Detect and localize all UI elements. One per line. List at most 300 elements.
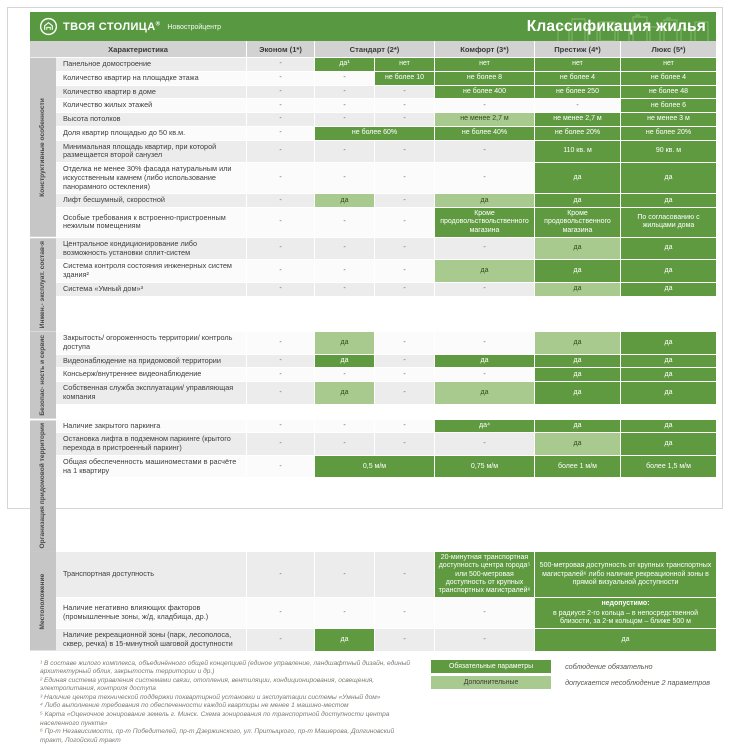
table-row xyxy=(56,140,716,163)
value-cell xyxy=(620,72,716,85)
value-cell xyxy=(374,72,434,85)
footnote: ⁴ Либо выполнение требования по обеспеченности каждой квартиры не менее 1 машино-местом xyxy=(40,702,349,710)
value-cell xyxy=(374,368,434,381)
value-cell xyxy=(374,629,434,651)
value-cell xyxy=(434,433,534,455)
value-text: - xyxy=(279,388,282,396)
value-cell xyxy=(374,552,434,597)
value-text: - xyxy=(403,174,406,181)
value-cell xyxy=(314,208,374,237)
value-text: да xyxy=(573,266,582,274)
value-text: не менее 3 м xyxy=(647,115,690,123)
value-text: да xyxy=(340,356,349,364)
value-cell xyxy=(534,99,620,112)
value-text: - xyxy=(483,609,486,617)
value-text: - xyxy=(403,609,406,617)
value-text: да xyxy=(573,440,582,448)
value-cell xyxy=(434,99,534,112)
value-text: в радиусе 2-го кольца – в непосредственной близости, за 2-м кольцом – ближе 500 м xyxy=(552,609,699,625)
value-cell xyxy=(620,113,716,126)
value-text: - xyxy=(343,218,346,226)
value-cell xyxy=(620,208,716,237)
value-cell xyxy=(434,629,534,651)
value-text: не более 250 xyxy=(556,87,599,95)
column-header-characteristic: Характеристика xyxy=(108,45,168,54)
value-cell xyxy=(314,86,374,99)
value-text: да xyxy=(573,388,582,396)
value-text: - xyxy=(483,244,486,252)
row-label: Наличие закрытого паркинга xyxy=(63,420,161,430)
table-section xyxy=(30,331,716,419)
value-cell xyxy=(620,368,716,381)
value-cell xyxy=(374,238,434,260)
value-cell xyxy=(314,141,374,163)
value-text: - xyxy=(403,266,406,274)
value-text: не более 20% xyxy=(554,129,601,136)
value-cell xyxy=(246,552,314,597)
value-cell xyxy=(374,208,434,237)
value-cell xyxy=(620,58,716,71)
value-cell xyxy=(246,113,314,126)
value-text: да xyxy=(480,266,489,274)
value-cell xyxy=(246,420,314,433)
value-cell xyxy=(246,72,314,85)
value-text: - xyxy=(483,370,486,378)
value-cell xyxy=(434,456,534,478)
value-text: да xyxy=(664,338,673,346)
value-text: да¹ xyxy=(339,60,350,68)
value-cell xyxy=(374,86,434,99)
table-row xyxy=(56,112,716,126)
footnote: ³ Наличие центра технической поддержки поквартирной установки и эксплуатации системы «Умный дом» xyxy=(40,693,381,701)
value-text: - xyxy=(343,101,346,109)
value-text: - xyxy=(279,218,282,226)
value-cell xyxy=(374,332,434,354)
table-row xyxy=(56,628,716,651)
table-body xyxy=(30,57,716,651)
row-label: Центральное кондиционирование либо возможность установки сплит-систем xyxy=(63,238,198,257)
column-header-econom: Эконом (1*) xyxy=(246,41,314,57)
value-cell xyxy=(620,355,716,368)
value-text: - xyxy=(483,285,486,292)
value-cell xyxy=(314,598,374,628)
value-text: - xyxy=(403,196,406,204)
value-text: да xyxy=(480,388,489,396)
table-header xyxy=(30,41,716,57)
table-row xyxy=(56,126,716,140)
footnote: ¹ В составе жилого комплекса, объединённого общей концепцией (единое управление, ландшафтный дизайн, единый архитектурный облик, закрытость территории и др.) xyxy=(40,659,411,676)
value-text: да xyxy=(573,196,582,204)
value-text: да xyxy=(664,244,673,252)
value-cell xyxy=(620,141,716,163)
value-text: не более 4 xyxy=(559,74,596,81)
value-cell xyxy=(246,260,314,282)
table-row xyxy=(56,455,716,478)
value-cell xyxy=(434,113,534,126)
row-label: Консьерж/внутреннее видеонаблюдение xyxy=(63,369,202,379)
row-label: Собственная служба эксплуатации/ управляющая компания xyxy=(63,383,234,401)
value-text: не менее 2,7 м xyxy=(460,115,509,123)
value-text: не более 48 xyxy=(648,87,689,95)
value-cell xyxy=(620,127,716,140)
row-label: Минимальная площадь квартир, при которой размещается второй санузел xyxy=(63,141,217,160)
value-cell xyxy=(246,99,314,112)
value-text: более 1,5 м/м xyxy=(646,462,691,470)
value-text: да xyxy=(664,370,673,378)
row-label: Наличие негативно влияющих факторов (промышленные зоны, ж/д, кладбища, др.) xyxy=(63,603,209,622)
value-text: да xyxy=(573,370,582,378)
group-rows xyxy=(56,552,716,651)
value-cell xyxy=(434,355,534,368)
value-text: 110 кв. м xyxy=(563,147,592,155)
value-cell xyxy=(246,86,314,99)
table-row xyxy=(56,193,716,207)
table-row xyxy=(56,332,716,354)
table-row xyxy=(56,71,716,85)
value-cell xyxy=(246,208,314,237)
value-cell xyxy=(374,163,434,193)
value-text: - xyxy=(403,218,406,226)
value-cell xyxy=(314,368,374,381)
value-text: - xyxy=(483,174,486,181)
value-text: да xyxy=(340,338,349,346)
value-text: не более 6 xyxy=(650,101,687,109)
value-cell xyxy=(314,552,374,597)
value-cell xyxy=(374,433,434,455)
value-cell xyxy=(534,598,716,628)
value-cell xyxy=(374,194,434,207)
value-cell xyxy=(620,382,716,404)
value-cell xyxy=(246,598,314,628)
value-text: не более 8 xyxy=(466,74,503,81)
value-text: - xyxy=(403,370,406,378)
value-text: 500-метровая доступность от крупных транспортных магистралей⁶ либо наличие рекреационной зоны в прямой визуальной доступности xyxy=(539,562,712,586)
value-cell xyxy=(374,141,434,163)
value-text: - xyxy=(279,570,282,578)
value-cell xyxy=(374,598,434,628)
value-cell xyxy=(620,238,716,260)
value-text: - xyxy=(343,87,346,95)
value-cell xyxy=(374,260,434,282)
value-cell xyxy=(534,86,620,99)
footer xyxy=(30,658,716,745)
value-text: да xyxy=(621,635,630,643)
value-text: да xyxy=(664,174,673,181)
value-cell xyxy=(534,552,716,597)
value-text: да xyxy=(573,285,582,292)
value-cell xyxy=(620,260,716,282)
value-text: - xyxy=(279,421,282,429)
value-text: - xyxy=(343,285,346,292)
value-cell xyxy=(434,58,534,71)
value-cell xyxy=(374,283,434,296)
value-text: более 1 м/м xyxy=(558,462,597,470)
value-text: не более 10 xyxy=(384,74,425,81)
row-label: Панельное домостроение xyxy=(63,59,152,68)
value-text: - xyxy=(279,635,282,643)
value-text: - xyxy=(403,356,406,364)
table-section xyxy=(30,551,716,651)
row-label: Отделка не менее 30% фасада натуральным или искусственным камнем (либо использование панорамного остекления) xyxy=(63,164,232,191)
value-cell xyxy=(534,113,620,126)
value-cell xyxy=(314,433,374,455)
row-label: Количество квартир в доме xyxy=(63,86,156,96)
value-cell xyxy=(620,194,716,207)
value-text: не более 20% xyxy=(645,129,692,136)
value-cell xyxy=(246,382,314,404)
row-label: Транспортная доступность xyxy=(63,569,155,579)
value-text: - xyxy=(483,101,486,109)
value-cell xyxy=(434,141,534,163)
value-text: да xyxy=(573,338,582,346)
value-text: да xyxy=(573,356,582,364)
value-text: да xyxy=(573,421,582,429)
value-text: да xyxy=(664,266,673,274)
value-text: не более 400 xyxy=(463,87,506,95)
value-cell xyxy=(246,194,314,207)
legend-additional-swatch: Дополнительные xyxy=(431,676,551,689)
row-label: Видеонаблюдение на придомовой территории xyxy=(63,355,221,365)
value-cell xyxy=(620,99,716,112)
table-row xyxy=(56,98,716,112)
value-text: - xyxy=(279,129,282,136)
value-text: - xyxy=(279,115,282,123)
value-cell xyxy=(434,598,534,628)
value-cell xyxy=(434,194,534,207)
value-cell xyxy=(620,433,716,455)
value-cell xyxy=(374,355,434,368)
brand xyxy=(30,17,221,36)
table-row xyxy=(56,381,716,404)
value-cell xyxy=(534,163,620,193)
value-cell xyxy=(434,552,534,597)
value-text: - xyxy=(403,101,406,109)
value-cell xyxy=(434,86,534,99)
value-text: нет xyxy=(399,60,410,68)
value-text: Кроме продовольствольственного магазина xyxy=(440,210,529,234)
value-cell xyxy=(534,382,620,404)
value-text: - xyxy=(403,147,406,155)
value-text: да xyxy=(664,285,673,292)
value-text: - xyxy=(403,338,406,346)
value-cell xyxy=(314,355,374,368)
value-cell xyxy=(246,127,314,140)
legend-additional-note: допускается несоблюдение 2 параметров xyxy=(565,677,710,687)
top-bar xyxy=(30,12,716,41)
row-label: Остановка лифта в подземном паркинге (крытого перехода в пристроенный паркинг) xyxy=(63,434,231,453)
value-text: - xyxy=(279,285,282,292)
row-label: Количество жилых этажей xyxy=(63,100,153,110)
table-row xyxy=(56,259,716,282)
table-section xyxy=(30,419,716,551)
table-row xyxy=(56,432,716,455)
value-cell xyxy=(620,86,716,99)
table-row xyxy=(56,162,716,193)
page-title: Классификация жилья xyxy=(526,17,706,35)
value-cell xyxy=(374,58,434,71)
value-text: - xyxy=(403,440,406,448)
value-text: - xyxy=(343,174,346,181)
value-cell xyxy=(534,208,620,237)
value-cell xyxy=(314,99,374,112)
value-text: да xyxy=(573,244,582,252)
value-cell xyxy=(246,456,314,478)
brand-name: ТВОЯ СТОЛИЦА® xyxy=(63,20,161,33)
table-section xyxy=(30,57,716,237)
value-cell xyxy=(374,99,434,112)
row-label: Доля квартир площадью до 50 кв.м. xyxy=(63,127,186,137)
value-cell xyxy=(534,72,620,85)
value-cell xyxy=(314,238,374,260)
value-text: да xyxy=(340,196,349,204)
value-text: - xyxy=(343,370,346,378)
value-text: - xyxy=(343,266,346,274)
value-text: 0,5 м/м xyxy=(362,462,387,470)
table-row xyxy=(56,282,716,296)
value-cell xyxy=(620,456,716,478)
legend-mandatory-note: соблюдение обязательно xyxy=(565,661,653,671)
value-text: - xyxy=(343,440,346,448)
group-rows xyxy=(56,332,716,419)
value-text: нет xyxy=(663,60,674,68)
value-text: 20-минутная транспортная доступность центра города⁵ или 500-метровая доступность от крупных транспортных магистралей⁶ xyxy=(438,554,531,595)
row-label: Высота потолков xyxy=(63,114,121,123)
value-text: 90 кв. м xyxy=(655,147,682,155)
value-text: - xyxy=(403,115,406,123)
value-text: - xyxy=(403,635,406,643)
value-text: не менее 2,7 м xyxy=(553,115,602,123)
value-text: По согласованию с жильцами дома xyxy=(637,214,700,230)
value-cell xyxy=(534,127,620,140)
value-text: да⁴ xyxy=(479,421,490,429)
value-cell xyxy=(434,382,534,404)
table-row xyxy=(56,552,716,597)
row-label: Количество квартир на площадке этажа xyxy=(63,72,199,82)
value-cell xyxy=(246,163,314,193)
value-text: - xyxy=(343,570,346,578)
value-cell xyxy=(374,113,434,126)
value-text: - xyxy=(279,174,282,181)
value-text: - xyxy=(279,244,282,252)
footnote: ² Единая система управления системами связи, отопления, вентиляции, кондиционирования, освещения, электропитания, контроля доступа xyxy=(40,676,375,693)
group-rows xyxy=(56,238,716,331)
value-text: не более 40% xyxy=(461,129,508,136)
value-text: - xyxy=(279,609,282,617)
value-text: - xyxy=(343,115,346,123)
registered-mark: ® xyxy=(155,20,161,27)
value-cell xyxy=(534,456,620,478)
value-text: - xyxy=(403,388,406,396)
value-text: - xyxy=(403,244,406,252)
value-text: - xyxy=(483,147,486,155)
value-cell xyxy=(434,72,534,85)
row-label: Система контроля состояния инженерных систем здания² xyxy=(63,261,232,279)
value-cell xyxy=(314,113,374,126)
value-cell xyxy=(314,127,434,140)
value-cell xyxy=(434,420,534,433)
value-cell xyxy=(434,368,534,381)
value-cell xyxy=(534,194,620,207)
value-cell xyxy=(534,141,620,163)
value-cell xyxy=(314,194,374,207)
value-text: - xyxy=(403,570,406,578)
value-cell xyxy=(434,208,534,237)
row-label: Особые требования к встроенно-пристроенным нежилым помещениям xyxy=(63,212,226,231)
value-text: да xyxy=(480,196,489,204)
value-cell xyxy=(434,163,534,193)
row-label: Общая обеспеченность машиноместами в расчёте на 1 квартиру xyxy=(63,456,237,475)
classification-card xyxy=(30,12,716,745)
value-text: да xyxy=(664,196,673,204)
value-cell xyxy=(434,260,534,282)
value-cell xyxy=(534,368,620,381)
value-cell xyxy=(314,260,374,282)
table-row xyxy=(56,597,716,628)
value-cell xyxy=(246,238,314,260)
value-text: нет xyxy=(479,60,490,68)
group-rows xyxy=(56,58,716,237)
value-text: - xyxy=(403,285,406,292)
value-text: нет xyxy=(572,60,583,68)
value-text: - xyxy=(279,266,282,274)
footnote: ⁶ Пр-т Независимости, пр-т Победителей, пр-т Дзержинского, ул. Притыцкого, пр-т Машерова, Долгиновский тракт, Логойский тракт xyxy=(40,728,395,744)
value-cell xyxy=(246,433,314,455)
value-cell xyxy=(534,238,620,260)
table-row xyxy=(56,420,716,433)
column-header-prestige: Престиж (4*) xyxy=(534,41,620,57)
value-cell xyxy=(434,127,534,140)
table-row xyxy=(56,238,716,260)
value-text: да xyxy=(480,356,489,364)
value-cell xyxy=(434,332,534,354)
table-section xyxy=(30,237,716,331)
value-cell xyxy=(534,420,620,433)
value-cell xyxy=(620,332,716,354)
value-text: да xyxy=(664,440,673,448)
value-cell xyxy=(246,368,314,381)
value-text: - xyxy=(483,635,486,643)
value-text: - xyxy=(279,338,282,346)
value-text: - xyxy=(403,421,406,429)
value-text: - xyxy=(279,462,282,470)
value-cell xyxy=(314,72,374,85)
table-row xyxy=(56,367,716,381)
brand-logo-icon xyxy=(39,17,58,36)
value-text: - xyxy=(279,101,282,109)
value-text: - xyxy=(343,609,346,617)
value-cell xyxy=(246,629,314,651)
value-text: - xyxy=(576,101,579,109)
value-text: - xyxy=(279,196,282,204)
group-label: Конструктивные особенности xyxy=(30,58,56,237)
brand-subtitle: Новостройцентр xyxy=(167,24,222,31)
table-row xyxy=(56,85,716,99)
value-text: - xyxy=(279,440,282,448)
value-text: - xyxy=(279,87,282,95)
column-header-standard: Стандарт (2*) xyxy=(314,41,434,57)
value-cell xyxy=(314,420,374,433)
value-text: - xyxy=(483,440,486,448)
value-text: - xyxy=(343,244,346,252)
value-cell xyxy=(314,283,374,296)
value-cell xyxy=(434,283,534,296)
value-cell xyxy=(246,332,314,354)
value-text: - xyxy=(343,147,346,155)
value-cell xyxy=(374,420,434,433)
value-text: не более 4 xyxy=(650,74,687,81)
value-text: - xyxy=(343,74,346,81)
value-cell xyxy=(246,355,314,368)
